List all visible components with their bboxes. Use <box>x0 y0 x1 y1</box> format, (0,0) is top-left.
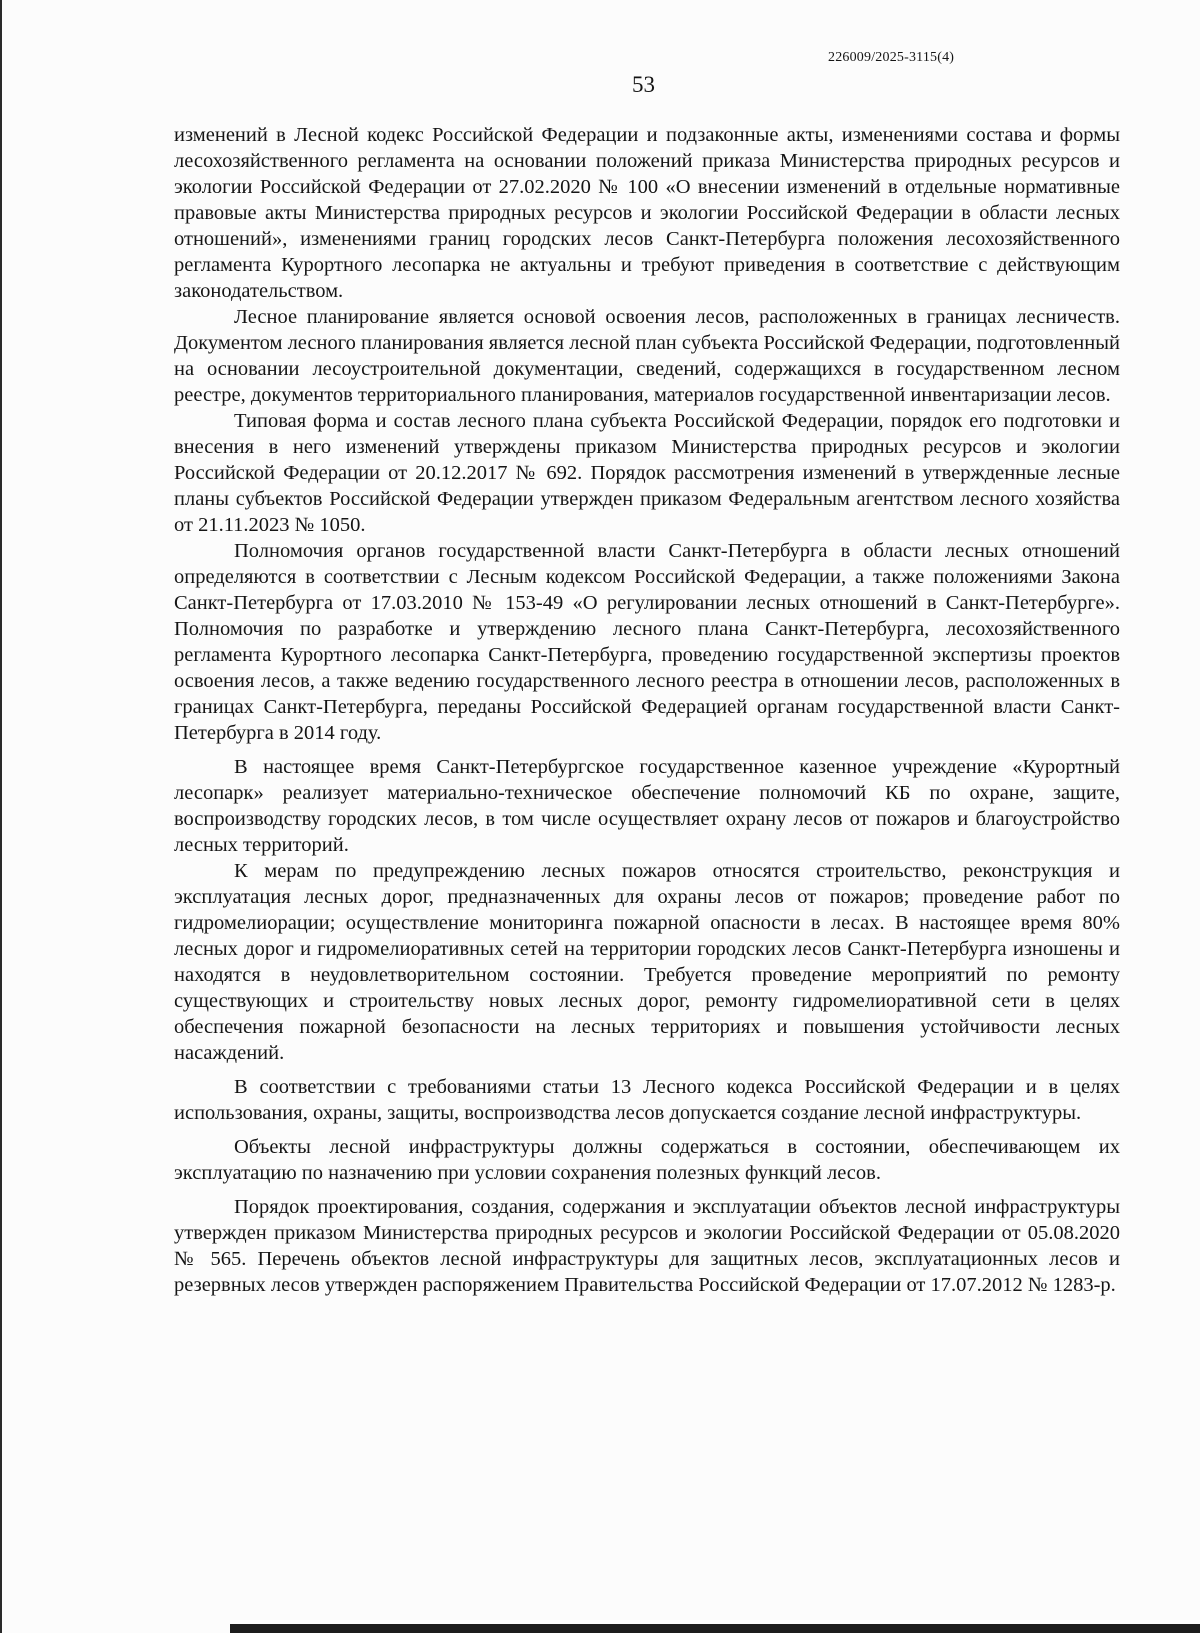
paragraph-9: Порядок проектирования, создания, содержания и эксплуатации объектов лесной инфраструктуры утвержден приказом Министерства природных ресурсов и экологии Российской Федерации от 05.08.2020 № 565. Перечень объектов лесной инфраструктуры для защитных лесов, эксплуатационных лесов и резервных лесов утвержден распоряжением Правительства Российской Федерации от 17.07.2012 № 1283-р. <box>174 1196 1120 1296</box>
paragraph-2: Лесное планирование является основой освоения лесов, расположенных в границах лесничеств. Документом лесного планирования является лесной план субъекта Российской Федерации, подготовленный на основании лесоустроительной документации, сведений, содержащихся в государственном лесном реестре, документов территориального планирования, материалов государственной инвентаризации лесов. <box>174 306 1120 406</box>
document-body <box>174 122 1120 1298</box>
paragraph-8: Объекты лесной инфраструктуры должны содержаться в состоянии, обеспечивающем их эксплуатацию по назначению при условии сохранения полезных функций лесов. <box>174 1136 1120 1184</box>
scan-edge-bottom <box>230 1624 1200 1633</box>
scan-edge-left <box>0 0 2 1633</box>
paragraph-7: В соответствии с требованиями статьи 13 Лесного кодекса Российской Федерации и в целях использования, охраны, защиты, воспроизводства лесов допускается создание лесной инфраструктуры. <box>174 1076 1120 1124</box>
page-number: 53 <box>632 72 655 97</box>
paragraph-1: изменений в Лесной кодекс Российской Федерации и подзаконные акты, изменениями состава и формы лесохозяйственного регламента на основании положений приказа Министерства природных ресурсов и экологии Российской Федерации от 27.02.2020 № 100 «О внесении изменений в отдельные нормативные правовые акты Министерства природных ресурсов и экологии Российской Федерации в области лесных отношений», изменениями границ городских лесов Санкт-Петербурга положения лесохозяйственного регламента Курортного лесопарка не актуальны и требуют приведения в соответствие с действующим законодательством. <box>174 124 1120 302</box>
paragraph-3: Типовая форма и состав лесного плана субъекта Российской Федерации, порядок его подготовки и внесения в него изменений утверждены приказом Министерства природных ресурсов и экологии Российской Федерации от 20.12.2017 № 692. Порядок рассмотрения изменений в утвержденные лесные планы субъектов Российской Федерации утвержден приказом Федеральным агентством лесного хозяйства от 21.11.2023 № 1050. <box>174 410 1120 536</box>
paragraph-5: В настоящее время Санкт-Петербургское государственное казенное учреждение «Курортный лесопарк» реализует материально-техническое обеспечение полномочий КБ по охране, защите, воспроизводству городских лесов, в том числе осуществляет охрану лесов от пожаров и благоустройство лесных территорий. <box>174 756 1120 856</box>
paragraph-6: К мерам по предупреждению лесных пожаров относятся строительство, реконструкция и эксплуатация лесных дорог, предназначенных для охраны лесов от пожаров; проведение работ по гидромелиорации; осуществление мониторинга пожарной опасности в лесах. В настоящее время 80% лесных дорог и гидромелиоративных сетей на территории городских лесов Санкт-Петербурга изношены и находятся в неудовлетворительном состоянии. Требуется проведение мероприятий по ремонту существующих и строительству новых лесных дорог, ремонту гидромелиоративной сети в целях обеспечения пожарной безопасности на лесных территориях и повышения устойчивости лесных насаждений. <box>174 860 1120 1064</box>
paragraph-4: Полномочия органов государственной власти Санкт-Петербурга в области лесных отношений определяются в соответствии с Лесным кодексом Российской Федерации, а также положениями Закона Санкт-Петербурга от 17.03.2010 № 153-49 «О регулировании лесных отношений в Санкт-Петербурге». Полномочия по разработке и утверждению лесного плана Санкт-Петербурга, лесохозяйственного регламента Курортного лесопарка Санкт-Петербурга, проведению государственной экспертизы проектов освоения лесов, а также ведению государственного лесного реестра в отношении лесов, расположенных в границах Санкт-Петербурга, переданы Российской Федерацией органам государственной власти Санкт-Петербурга в 2014 году. <box>174 540 1120 744</box>
document-number: 226009/2025-3115(4) <box>828 50 955 65</box>
